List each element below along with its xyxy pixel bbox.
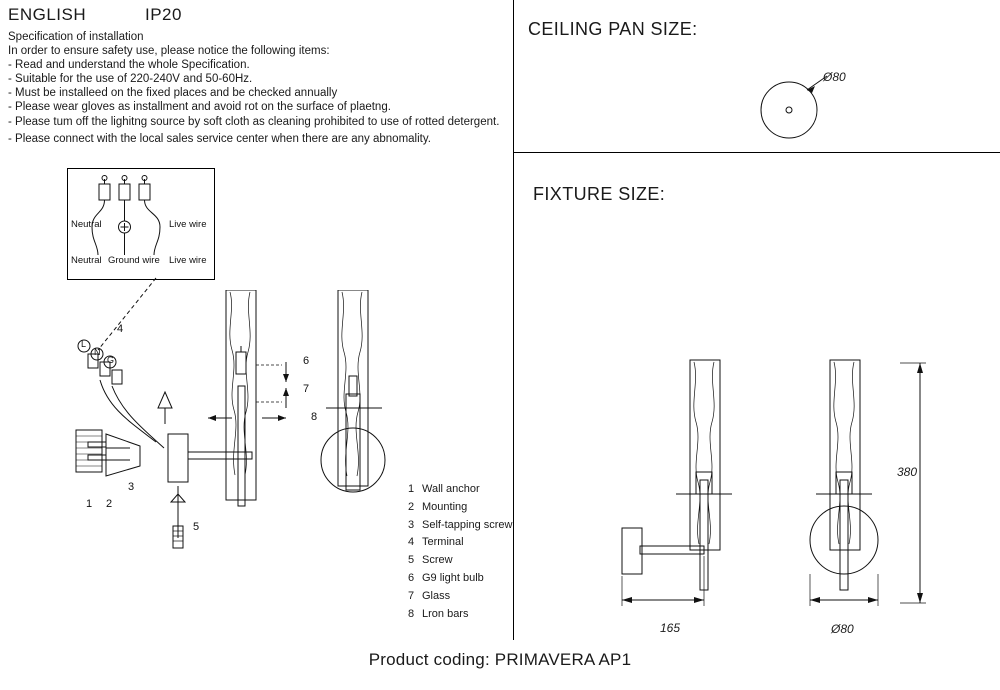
wire-label-live-bottom: Live wire: [169, 255, 207, 266]
spec-heading: Specification of installation: [8, 31, 144, 43]
callout-3: 3: [128, 481, 135, 493]
terminal-letter-n: N: [94, 347, 101, 357]
legend-label: Glass: [422, 589, 451, 602]
exploded-assembly-drawing: [60, 290, 405, 560]
fixture-projection-label: 165: [660, 621, 681, 635]
fixture-height-label: 380: [897, 465, 918, 479]
ip-rating-label: IP20: [145, 5, 182, 24]
legend-number: 3: [408, 518, 415, 531]
wire-label-ground: Ground wire: [108, 255, 160, 266]
parts-legend: [408, 483, 538, 625]
callout-7: 7: [303, 383, 310, 395]
callout-2: 2: [106, 498, 113, 510]
callout-4: 4: [117, 323, 124, 335]
callout-6: 6: [303, 355, 310, 367]
legend-label: Self-tapping screw: [422, 518, 513, 531]
terminal-letter-l: L: [81, 339, 87, 349]
product-coding: Product coding: PRIMAVERA AP1: [368, 650, 632, 669]
legend-number: 6: [408, 571, 415, 584]
legend-label: G9 light bulb: [422, 571, 484, 584]
legend-label: Terminal: [422, 536, 464, 549]
spec-line-1: - Read and understand the whole Specification.: [8, 59, 250, 71]
language-title: ENGLISH: [8, 5, 87, 24]
fixture-size-title: FIXTURE SIZE:: [533, 184, 666, 204]
terminal-letter-g: G: [107, 355, 115, 365]
legend-row: [408, 572, 538, 590]
legend-number: 8: [408, 607, 415, 620]
ceiling-pan-size-title: CEILING PAN SIZE:: [528, 19, 698, 39]
callout-5: 5: [193, 521, 200, 533]
fixture-side-view-drawing: [610, 350, 800, 620]
legend-row: [408, 501, 538, 519]
legend-number: 1: [408, 483, 415, 495]
legend-label: Lron bars: [422, 607, 469, 620]
legend-row: [408, 536, 538, 554]
spec-intro: In order to ensure safety use, please notice the following items:: [8, 45, 330, 57]
callout-1: 1: [86, 498, 93, 510]
legend-number: 7: [408, 589, 415, 602]
legend-number: 5: [408, 554, 415, 567]
spec-line-2: - Suitable for the use of 220-240V and 50-60Hz.: [8, 73, 253, 85]
fixture-height-dimension: [900, 355, 940, 610]
wire-label-neutral-top: Neutral: [71, 219, 102, 230]
legend-label: Wall anchor: [422, 483, 480, 495]
fixture-diameter-label: Ø80: [831, 622, 854, 636]
spec-line-3: - Must be installeed on the fixed places and be checked annually: [8, 87, 338, 99]
callout-8: 8: [311, 411, 318, 423]
legend-number: 2: [408, 500, 415, 513]
legend-label: Screw: [422, 554, 453, 567]
wiring-detail-box: [67, 168, 215, 280]
divider-vertical-top: [513, 0, 514, 152]
legend-row: [408, 590, 538, 608]
spec-line-4: - Please wear gloves as installment and avoid rot on the surface of plaetng.: [8, 101, 391, 113]
legend-label: Mounting: [422, 500, 468, 513]
legend-row: [408, 554, 538, 572]
legend-number: 4: [408, 536, 415, 549]
legend-row: [408, 519, 538, 537]
wire-label-neutral-bottom: Neutral: [71, 255, 102, 266]
ceiling-pan-diameter-label: Ø80: [823, 70, 846, 84]
wire-label-live-top: Live wire: [169, 219, 207, 230]
legend-row: [408, 483, 538, 501]
legend-row: [408, 608, 538, 626]
spec-line-6: - Please connect with the local sales service center when there are any abnomality.: [8, 133, 431, 145]
spec-line-5: - Please tum off the lighitng source by soft cloth as cleaning prohibited to use of rotted detergent.: [8, 116, 500, 128]
